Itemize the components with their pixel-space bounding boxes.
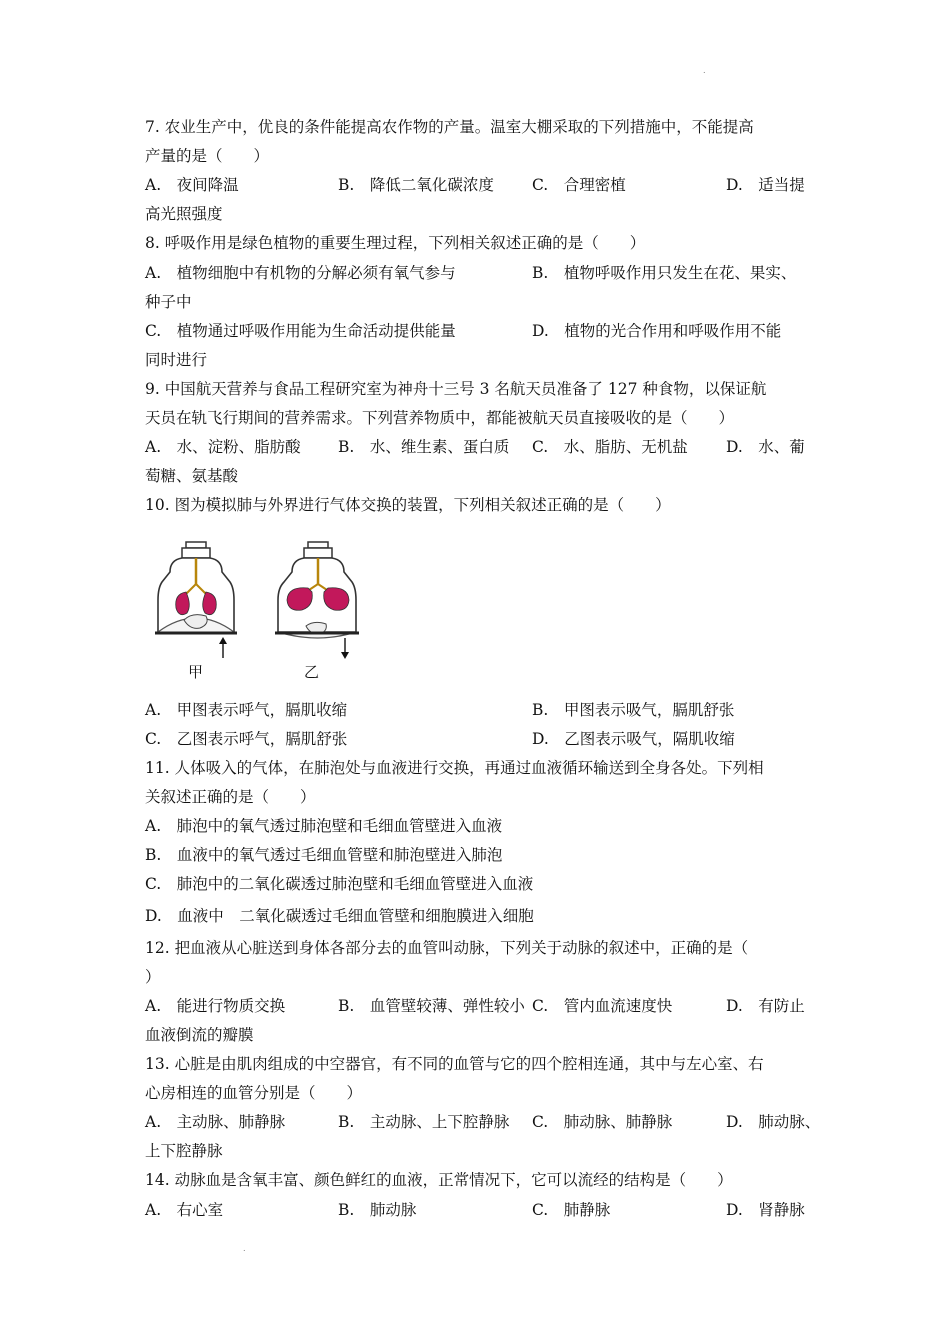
q9-option-b[interactable]: B. 水、维生素、蛋白质 <box>338 438 510 456</box>
q13-stem-line2: 心房相连的血管分别是（ ） <box>145 1084 363 1102</box>
q7-stem-line1: 7. 农业生产中，优良的条件能提高农作物的产量。温室大棚采取的下列措施中，不能提高 <box>145 118 754 136</box>
q14-option-d[interactable]: D. 肾静脉 <box>726 1201 805 1219</box>
stopper-top <box>308 542 328 548</box>
q13-option-c[interactable]: C. 肺动脉、肺静脉 <box>532 1113 673 1131</box>
q12-option-c[interactable]: C. 管内血流速度快 <box>532 997 673 1015</box>
q8-option-d[interactable]: D. 植物的光合作用和呼吸作用不能 <box>532 322 782 340</box>
q12-option-d-continued: 血液倒流的瓣膜 <box>145 1026 254 1044</box>
corner-dot: . <box>703 66 706 75</box>
q12-option-a[interactable]: A. 能进行物质交换 <box>145 997 286 1015</box>
bell-jar-diagram-yi <box>270 540 360 685</box>
q9-option-d[interactable]: D. 水、葡 <box>726 438 805 456</box>
q13-option-a[interactable]: A. 主动脉、肺静脉 <box>145 1113 286 1131</box>
q12-stem-line2: ） <box>145 968 161 986</box>
q12-option-b[interactable]: B. 血管壁较薄、弹性较小 <box>338 997 525 1015</box>
q8-option-b[interactable]: B. 植物呼吸作用只发生在花、果实、 <box>532 264 797 282</box>
q10-option-a[interactable]: A. 甲图表示呼气，膈肌收缩 <box>145 701 348 719</box>
q7-stem-line2: 产量的是（ ） <box>145 147 270 165</box>
q7-option-b[interactable]: B. 降低二氧化碳浓度 <box>338 176 494 194</box>
q8-option-a[interactable]: A. 植物细胞中有机物的分解必须有氧气参与 <box>145 264 456 282</box>
q13-stem-line1: 13. 心脏是由肌肉组成的中空器官，有不同的血管与它的四个腔相连通，其中与左心室、右 <box>145 1055 764 1073</box>
q14-stem: 14. 动脉血是含氧丰富、颜色鲜红的血液，正常情况下，它可以流经的结构是（ ） <box>145 1171 733 1189</box>
q11-option-d[interactable]: D. 血液中 二氧化碳透过毛细血管壁和细胞膜进入细胞 <box>145 907 534 925</box>
q14-option-b[interactable]: B. 肺动脉 <box>338 1201 417 1219</box>
q8-option-b-continued: 种子中 <box>145 293 192 311</box>
footer-dot: . <box>243 1244 246 1253</box>
q13-option-d[interactable]: D. 肺动脉、 <box>726 1113 821 1131</box>
q11-stem-line2: 关叙述正确的是（ ） <box>145 788 316 806</box>
arrow-down-head <box>341 652 349 659</box>
q10-stem: 10. 图为模拟肺与外界进行气体交换的装置，下列相关叙述正确的是（ ） <box>145 496 671 514</box>
q12-option-d[interactable]: D. 有防止 <box>726 997 805 1015</box>
q7-option-c[interactable]: C. 合理密植 <box>532 176 626 194</box>
q11-option-b[interactable]: B. 血液中的氧气透过毛细血管壁和肺泡壁进入肺泡 <box>145 846 503 864</box>
q7-option-d-continued: 高光照强度 <box>145 205 223 223</box>
label-yi: 乙 <box>304 663 320 681</box>
q13-option-b[interactable]: B. 主动脉、上下腔静脉 <box>338 1113 510 1131</box>
stopper <box>304 548 332 558</box>
q11-option-c[interactable]: C. 肺泡中的二氧化碳透过肺泡壁和毛细血管壁进入血液 <box>145 875 534 893</box>
q11-option-a[interactable]: A. 肺泡中的氧气透过肺泡壁和毛细血管壁进入血液 <box>145 817 503 835</box>
q8-option-d-continued: 同时进行 <box>145 351 208 369</box>
q14-option-a[interactable]: A. 右心室 <box>145 1201 224 1219</box>
q8-option-c[interactable]: C. 植物通过呼吸作用能为生命活动提供能量 <box>145 322 456 340</box>
q10-option-b[interactable]: B. 甲图表示吸气，膈肌舒张 <box>532 701 735 719</box>
q9-stem-line2: 天员在轨飞行期间的营养需求。下列营养物质中，都能被航天员直接吸收的是（ ） <box>145 409 735 427</box>
q7-option-d[interactable]: D. 适当提 <box>726 176 805 194</box>
q9-stem-line1: 9. 中国航天营养与食品工程研究室为神舟十三号 3 名航天员准备了 127 种食物，以保证航 <box>145 380 767 398</box>
q10-option-c[interactable]: C. 乙图表示呼气，膈肌舒张 <box>145 730 348 748</box>
label-jia: 甲 <box>188 663 204 681</box>
q10-option-d[interactable]: D. 乙图表示吸气，隔肌收缩 <box>532 730 735 748</box>
q9-option-a[interactable]: A. 水、淀粉、脂肪酸 <box>145 438 301 456</box>
arrow-up-head <box>219 637 227 644</box>
q11-stem-line1: 11. 人体吸入的气体，在肺泡处与血液进行交换，再通过血液循环输送到全身各处。下列相 <box>145 759 764 777</box>
stopper-top <box>186 542 206 548</box>
q13-option-d-continued: 上下腔静脉 <box>145 1142 223 1160</box>
q8-stem: 8. 呼吸作用是绿色植物的重要生理过程，下列相关叙述正确的是（ ） <box>145 234 646 252</box>
bell-jar-diagram-jia <box>152 540 242 685</box>
q12-stem-line1: 12. 把血液从心脏送到身体各部分去的血管叫动脉，下列关于动脉的叙述中，正确的是（ <box>145 939 749 957</box>
q7-option-a[interactable]: A. 夜间降温 <box>145 176 239 194</box>
stopper <box>182 548 210 558</box>
q9-option-c[interactable]: C. 水、脂肪、无机盐 <box>532 438 688 456</box>
q14-option-c[interactable]: C. 肺静脉 <box>532 1201 611 1219</box>
q9-option-d-continued: 萄糖、氨基酸 <box>145 467 239 485</box>
